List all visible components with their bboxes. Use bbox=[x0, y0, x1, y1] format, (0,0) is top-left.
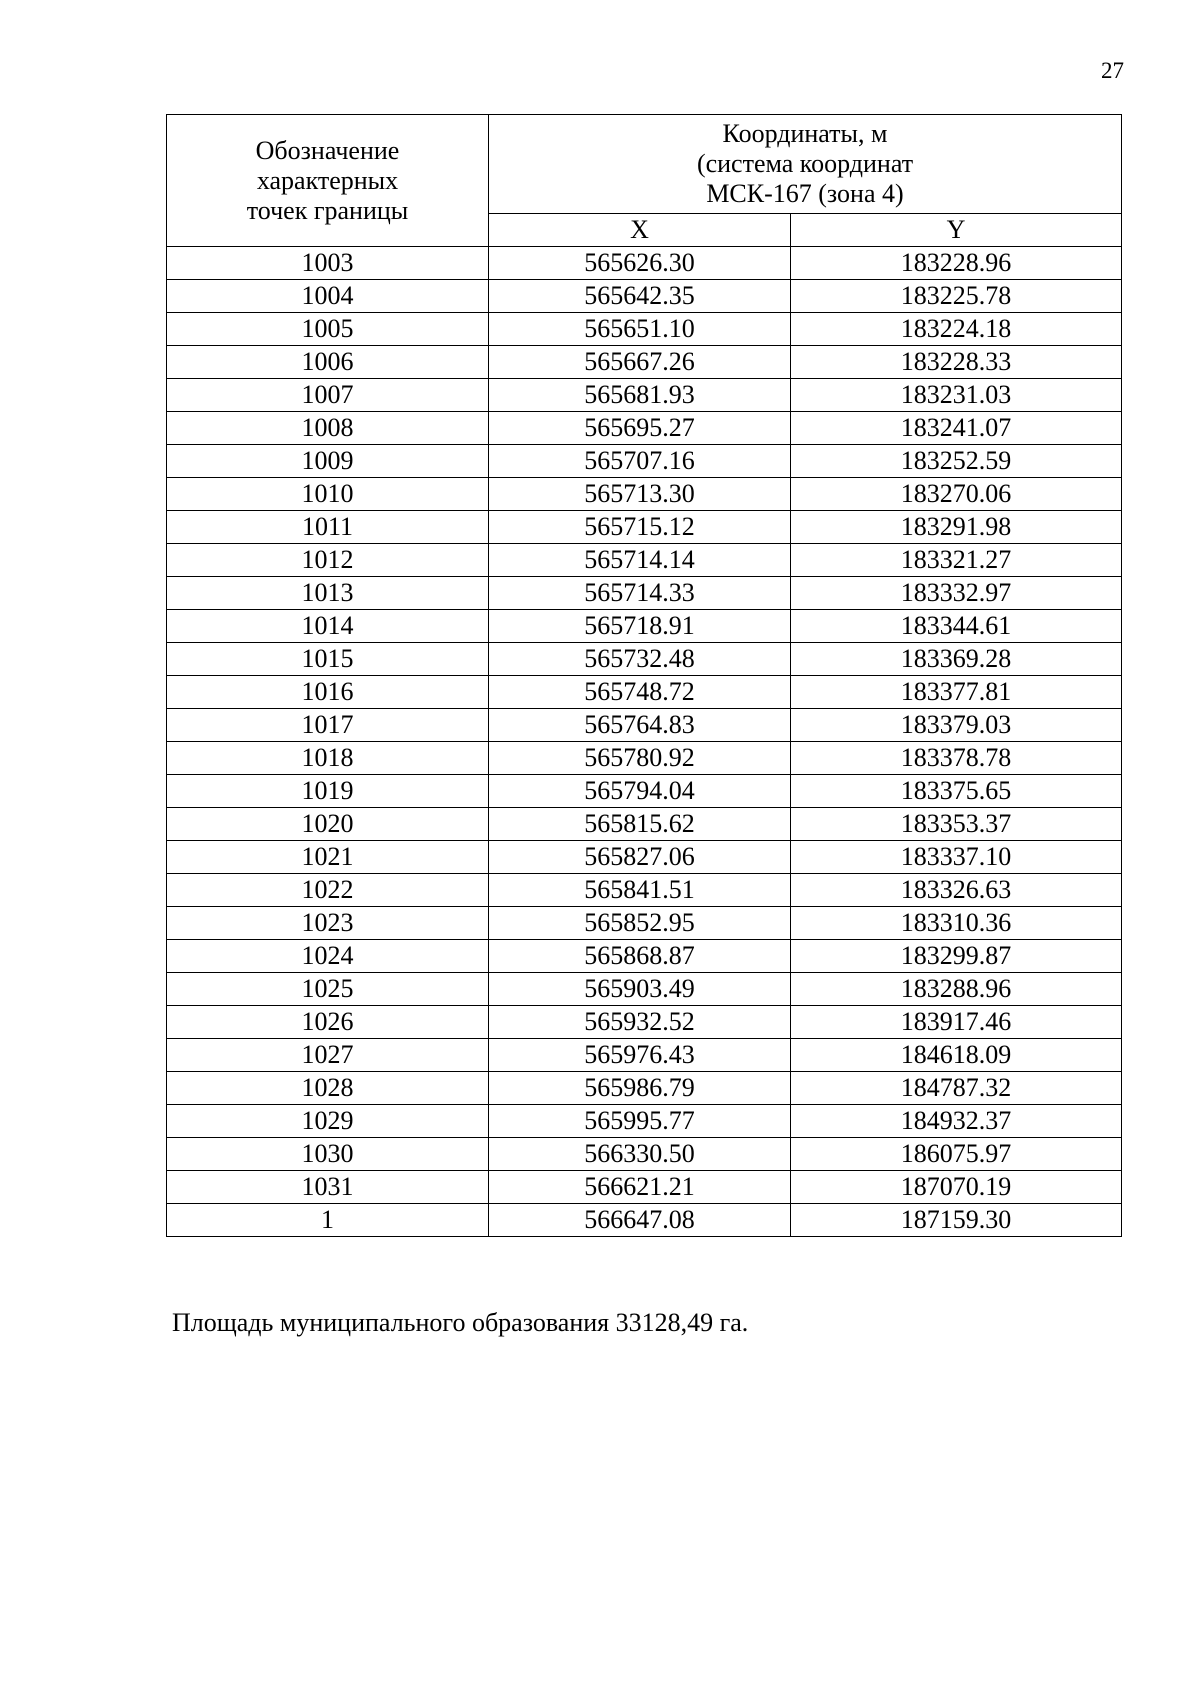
point-id-cell: 1013 bbox=[167, 577, 489, 610]
y-coordinate-cell: 183241.07 bbox=[791, 412, 1122, 445]
x-coordinate-cell: 565794.04 bbox=[489, 775, 791, 808]
y-coordinate-cell: 183231.03 bbox=[791, 379, 1122, 412]
table-row bbox=[167, 544, 1122, 577]
point-id-cell: 1017 bbox=[167, 709, 489, 742]
x-coordinate-cell: 565714.14 bbox=[489, 544, 791, 577]
point-id-cell: 1008 bbox=[167, 412, 489, 445]
x-coordinate-cell: 565868.87 bbox=[489, 940, 791, 973]
point-id-cell: 1010 bbox=[167, 478, 489, 511]
table-row bbox=[167, 511, 1122, 544]
y-coordinate-cell: 187159.30 bbox=[791, 1204, 1122, 1237]
coordinates-table bbox=[166, 114, 1122, 1237]
x-coordinate-cell: 565626.30 bbox=[489, 247, 791, 280]
y-coordinate-cell: 183377.81 bbox=[791, 676, 1122, 709]
table-row bbox=[167, 709, 1122, 742]
table-row bbox=[167, 1138, 1122, 1171]
y-coordinate-cell: 183291.98 bbox=[791, 511, 1122, 544]
y-coordinate-cell: 183228.96 bbox=[791, 247, 1122, 280]
table-row bbox=[167, 1171, 1122, 1204]
y-coordinate-cell: 183252.59 bbox=[791, 445, 1122, 478]
y-coordinate-cell: 183378.78 bbox=[791, 742, 1122, 775]
point-designation-header bbox=[167, 115, 489, 247]
y-coordinate-cell: 183332.97 bbox=[791, 577, 1122, 610]
point-id-cell: 1011 bbox=[167, 511, 489, 544]
y-coordinate-cell: 184618.09 bbox=[791, 1039, 1122, 1072]
y-coordinate-cell: 183224.18 bbox=[791, 313, 1122, 346]
y-coordinate-cell: 183326.63 bbox=[791, 874, 1122, 907]
y-coordinate-cell: 183337.10 bbox=[791, 841, 1122, 874]
point-id-cell: 1029 bbox=[167, 1105, 489, 1138]
x-coordinate-cell: 565707.16 bbox=[489, 445, 791, 478]
y-coordinate-cell: 184787.32 bbox=[791, 1072, 1122, 1105]
table-row bbox=[167, 313, 1122, 346]
header-line: Координаты, м bbox=[722, 119, 888, 148]
x-coordinate-cell: 565841.51 bbox=[489, 874, 791, 907]
y-coordinate-cell: 183379.03 bbox=[791, 709, 1122, 742]
x-coordinate-cell: 565815.62 bbox=[489, 808, 791, 841]
point-id-cell: 1022 bbox=[167, 874, 489, 907]
x-coordinate-cell: 565903.49 bbox=[489, 973, 791, 1006]
x-coordinate-cell: 565764.83 bbox=[489, 709, 791, 742]
x-coordinate-cell: 565714.33 bbox=[489, 577, 791, 610]
x-coordinate-cell: 565932.52 bbox=[489, 1006, 791, 1039]
x-coordinate-cell: 565976.43 bbox=[489, 1039, 791, 1072]
y-column-header: Y bbox=[791, 214, 1122, 247]
y-coordinate-cell: 183353.37 bbox=[791, 808, 1122, 841]
header-line: Обозначение bbox=[255, 135, 400, 165]
header-line: МСК-167 (зона 4) bbox=[706, 179, 904, 208]
table-row bbox=[167, 907, 1122, 940]
table-row bbox=[167, 346, 1122, 379]
point-id-cell: 1004 bbox=[167, 280, 489, 313]
x-coordinate-cell: 565715.12 bbox=[489, 511, 791, 544]
point-id-cell: 1021 bbox=[167, 841, 489, 874]
point-id-cell: 1023 bbox=[167, 907, 489, 940]
table-header bbox=[167, 115, 1122, 247]
y-coordinate-cell: 183288.96 bbox=[791, 973, 1122, 1006]
x-coordinate-cell: 565718.91 bbox=[489, 610, 791, 643]
y-coordinate-cell: 183321.27 bbox=[791, 544, 1122, 577]
table-row bbox=[167, 1039, 1122, 1072]
x-coordinate-cell: 565780.92 bbox=[489, 742, 791, 775]
table-row bbox=[167, 643, 1122, 676]
table-row bbox=[167, 775, 1122, 808]
table-row bbox=[167, 379, 1122, 412]
y-coordinate-cell: 183375.65 bbox=[791, 775, 1122, 808]
y-coordinate-cell: 183225.78 bbox=[791, 280, 1122, 313]
table-row bbox=[167, 478, 1122, 511]
header-line: точек границы bbox=[246, 195, 409, 225]
table-row bbox=[167, 973, 1122, 1006]
point-id-cell: 1025 bbox=[167, 973, 489, 1006]
point-id-cell: 1009 bbox=[167, 445, 489, 478]
x-coordinate-cell: 565642.35 bbox=[489, 280, 791, 313]
x-coordinate-cell: 565651.10 bbox=[489, 313, 791, 346]
x-coordinate-cell: 565986.79 bbox=[489, 1072, 791, 1105]
x-coordinate-cell: 565995.77 bbox=[489, 1105, 791, 1138]
x-coordinate-cell: 566621.21 bbox=[489, 1171, 791, 1204]
y-coordinate-cell: 183310.36 bbox=[791, 907, 1122, 940]
table-row bbox=[167, 280, 1122, 313]
point-id-cell: 1027 bbox=[167, 1039, 489, 1072]
point-id-cell: 1016 bbox=[167, 676, 489, 709]
point-id-cell: 1024 bbox=[167, 940, 489, 973]
y-coordinate-cell: 183270.06 bbox=[791, 478, 1122, 511]
point-id-cell: 1006 bbox=[167, 346, 489, 379]
table-row bbox=[167, 874, 1122, 907]
point-id-cell: 1019 bbox=[167, 775, 489, 808]
point-id-cell: 1012 bbox=[167, 544, 489, 577]
y-coordinate-cell: 183917.46 bbox=[791, 1006, 1122, 1039]
x-coordinate-cell: 565667.26 bbox=[489, 346, 791, 379]
header-line: (система координат bbox=[696, 149, 914, 178]
coordinates-header bbox=[489, 115, 1122, 214]
point-id-cell: 1 bbox=[167, 1204, 489, 1237]
header-line: характерных bbox=[256, 165, 399, 195]
y-coordinate-cell: 187070.19 bbox=[791, 1171, 1122, 1204]
point-id-cell: 1020 bbox=[167, 808, 489, 841]
table-row bbox=[167, 445, 1122, 478]
x-coordinate-cell: 565695.27 bbox=[489, 412, 791, 445]
table-row bbox=[167, 1204, 1122, 1237]
x-coordinate-cell: 565681.93 bbox=[489, 379, 791, 412]
point-id-cell: 1014 bbox=[167, 610, 489, 643]
x-coordinate-cell: 565748.72 bbox=[489, 676, 791, 709]
table-row bbox=[167, 577, 1122, 610]
table-row bbox=[167, 247, 1122, 280]
table-row bbox=[167, 676, 1122, 709]
table-row bbox=[167, 610, 1122, 643]
table-row bbox=[167, 1006, 1122, 1039]
y-coordinate-cell: 183228.33 bbox=[791, 346, 1122, 379]
table-row bbox=[167, 1105, 1122, 1138]
x-coordinate-cell: 565713.30 bbox=[489, 478, 791, 511]
point-id-cell: 1015 bbox=[167, 643, 489, 676]
point-id-cell: 1031 bbox=[167, 1171, 489, 1204]
y-coordinate-cell: 183299.87 bbox=[791, 940, 1122, 973]
point-id-cell: 1005 bbox=[167, 313, 489, 346]
x-coordinate-cell: 566330.50 bbox=[489, 1138, 791, 1171]
x-coordinate-cell: 565827.06 bbox=[489, 841, 791, 874]
y-coordinate-cell: 186075.97 bbox=[791, 1138, 1122, 1171]
y-coordinate-cell: 184932.37 bbox=[791, 1105, 1122, 1138]
table-row bbox=[167, 940, 1122, 973]
table-row bbox=[167, 1072, 1122, 1105]
page-number: 27 bbox=[1101, 58, 1124, 83]
y-coordinate-cell: 183344.61 bbox=[791, 610, 1122, 643]
x-coordinate-cell: 565852.95 bbox=[489, 907, 791, 940]
table-row bbox=[167, 808, 1122, 841]
x-coordinate-cell: 566647.08 bbox=[489, 1204, 791, 1237]
area-statement: Площадь муниципального образования 33128,49 га. bbox=[172, 1308, 749, 1337]
table-row bbox=[167, 412, 1122, 445]
table-row bbox=[167, 742, 1122, 775]
table-row bbox=[167, 841, 1122, 874]
point-id-cell: 1003 bbox=[167, 247, 489, 280]
y-coordinate-cell: 183369.28 bbox=[791, 643, 1122, 676]
x-coordinate-cell: 565732.48 bbox=[489, 643, 791, 676]
point-id-cell: 1018 bbox=[167, 742, 489, 775]
point-id-cell: 1028 bbox=[167, 1072, 489, 1105]
table-body bbox=[167, 247, 1122, 1237]
x-column-header: X bbox=[489, 214, 791, 247]
point-id-cell: 1030 bbox=[167, 1138, 489, 1171]
point-id-cell: 1007 bbox=[167, 379, 489, 412]
point-id-cell: 1026 bbox=[167, 1006, 489, 1039]
